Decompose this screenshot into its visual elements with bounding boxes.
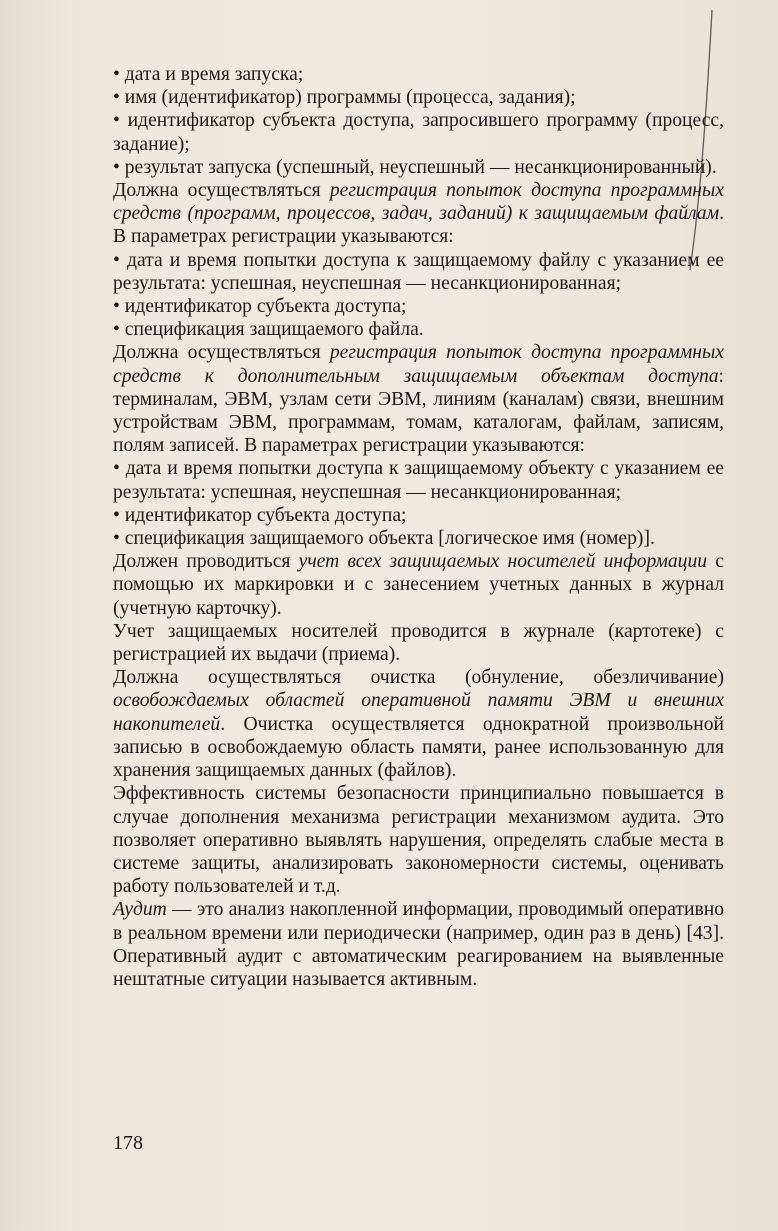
paragraph: Эффективность системы безопасности принципиально повышается в случае дополнения механизма регистрации механизмом аудита. Это позволяет оперативно выявлять нарушения, определять слабые места в системе защиты, анализировать закономерности системы, оценивать работу пользователей и т.д.	[113, 783, 724, 898]
bullet-item: • идентификатор субъекта доступа, запросившего программу (процесс, задание);	[113, 110, 724, 155]
emphasis: учет всех защищаемых носителей информации	[298, 551, 708, 573]
emphasis: Аудит	[113, 899, 167, 921]
emphasis: регистрация попыток доступа программных средств (программ, процессов, задач, заданий) к защищаемым файлам	[113, 180, 724, 225]
paragraph: Аудит — это анализ накопленной информации, проводимый оперативно в реальном времени или периодически (например, один раз в день) [43]. Оперативный аудит с автоматическим реагированием на выявленные нештатные ситуации называется активным.	[113, 899, 724, 990]
paragraph: Должна осуществляться очистка (обнуление, обезличивание) освобождаемых областей оперативной памяти ЭВМ и внешних накопителей. Очистка осуществляется однократной произвольной записью в освобождаемую область памяти, ранее использованную для хранения защищаемых данных (файлов).	[113, 667, 724, 782]
paragraph: Должна осуществляться регистрация попыток доступа программных средств к дополнительным защищаемым объектам доступа: терминалам, ЭВМ, узлам сети ЭВМ, линиям (каналам) связи, внешним устройствам ЭВМ, программам, томам, каталогам, файлам, записям, полям записей. В параметрах регистрации указываются:	[113, 342, 724, 457]
bullet-item: • результат запуска (успешный, неуспешный — несанкционированный).	[113, 156, 717, 178]
bullet-item: • дата и время попытки доступа к защищаемому объекту с указанием ее результата: успешная, неуспешная — несанкционированная;	[113, 458, 724, 503]
emphasis: регистрация попыток доступа программных средств к дополнительным защищаемым объектам доступа	[113, 342, 724, 387]
bullet-item: • имя (идентификатор) программы (процесса, задания);	[113, 87, 576, 109]
bullet-item: • идентификатор субъекта доступа;	[113, 296, 407, 318]
paragraph: Должен проводиться учет всех защищаемых носителей информации с помощью их маркировки и с занесением учетных данных в журнал (учетную карточку).	[113, 551, 724, 619]
bullet-item: • идентификатор субъекта доступа;	[113, 504, 407, 526]
body-text	[113, 63, 724, 991]
page-number: 178	[113, 1132, 143, 1154]
bullet-item: • дата и время запуска;	[113, 64, 304, 85]
bullet-item: • дата и время попытки доступа к защищаемому файлу с указанием ее результата: успешная, неуспешная — несанкционированная;	[113, 249, 724, 294]
paragraph: Учет защищаемых носителей проводится в журнале (картотеке) с регистрацией их выдачи (приема).	[113, 620, 724, 666]
bullet-item: • спецификация защищаемого файла.	[113, 319, 424, 341]
bullet-item: • спецификация защищаемого объекта [логическое имя (номер)].	[113, 528, 655, 550]
paragraph: Должна осуществляться регистрация попыток доступа программных средств (программ, процессов, задач, заданий) к защищаемым файлам. В параметрах регистрации указываются:	[113, 180, 724, 248]
emphasis: освобождаемых областей оперативной памяти ЭВМ и внешних накопителей	[113, 690, 724, 735]
